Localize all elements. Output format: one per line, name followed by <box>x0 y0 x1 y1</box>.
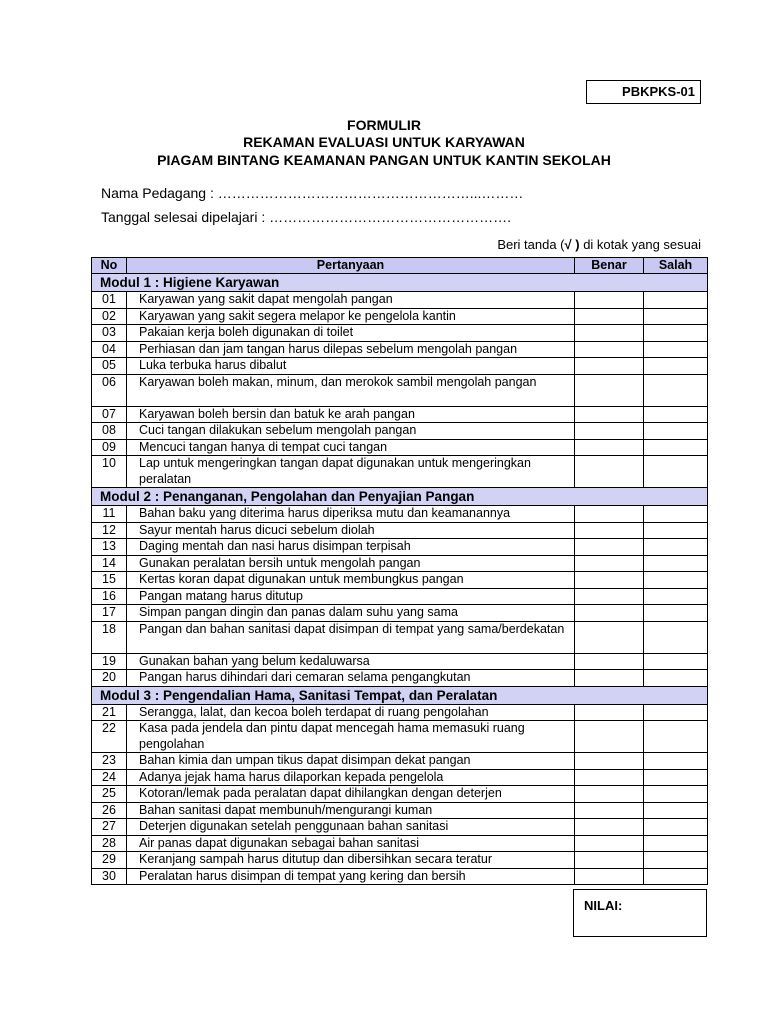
question-text: Deterjen digunakan setelah penggunaan bahan sanitasi <box>127 819 575 836</box>
answer-true-checkbox[interactable] <box>575 852 644 869</box>
question-number: 16 <box>92 588 127 605</box>
answer-false-checkbox[interactable] <box>644 439 708 456</box>
table-row <box>92 621 708 653</box>
answer-false-checkbox[interactable] <box>644 588 708 605</box>
table-row <box>92 325 708 342</box>
question-number: 13 <box>92 539 127 556</box>
instruction-text <box>497 236 701 254</box>
question-number: 22 <box>92 721 127 753</box>
question-text: Lap untuk mengeringkan tangan dapat digunakan untuk mengeringkan peralatan <box>127 456 575 488</box>
table-row <box>92 835 708 852</box>
answer-false-checkbox[interactable] <box>644 753 708 770</box>
form-subtitle-2: PIAGAM BINTANG KEAMANAN PANGAN UNTUK KANTIN SEKOLAH <box>157 152 611 168</box>
question-number: 28 <box>92 835 127 852</box>
checkmark-glyph: √ ) <box>564 237 580 252</box>
question-number: 17 <box>92 605 127 622</box>
answer-false-checkbox[interactable] <box>644 704 708 721</box>
answer-true-checkbox[interactable] <box>575 539 644 556</box>
answer-false-checkbox[interactable] <box>644 835 708 852</box>
module-header-row <box>92 686 708 704</box>
form-subtitle: REKAMAN EVALUASI UNTUK KARYAWAN <box>243 134 525 150</box>
form-title: FORMULIR <box>347 117 421 133</box>
question-text: Adanya jejak hama harus dilaporkan kepada pengelola <box>127 769 575 786</box>
table-row <box>92 358 708 375</box>
answer-true-checkbox[interactable] <box>575 835 644 852</box>
question-number: 19 <box>92 653 127 670</box>
table-row <box>92 786 708 803</box>
table-row <box>92 653 708 670</box>
table-row <box>92 555 708 572</box>
answer-true-checkbox[interactable] <box>575 341 644 358</box>
question-text: Bahan kimia dan umpan tikus dapat disimpan dekat pangan <box>127 753 575 770</box>
answer-true-checkbox[interactable] <box>575 325 644 342</box>
evaluation-table <box>91 257 708 885</box>
question-text: Pangan matang harus ditutup <box>127 588 575 605</box>
table-row <box>92 753 708 770</box>
header-true: Benar <box>575 258 644 274</box>
table-row <box>92 423 708 440</box>
question-number: 29 <box>92 852 127 869</box>
answer-false-checkbox[interactable] <box>644 374 708 406</box>
table-row <box>92 721 708 753</box>
document-code: PBKPKS-01 <box>586 80 701 104</box>
question-text: Cuci tangan dilakukan sebelum mengolah pangan <box>127 423 575 440</box>
header-false: Salah <box>644 258 708 274</box>
table-row <box>92 341 708 358</box>
question-text: Bahan sanitasi dapat membunuh/mengurangi kuman <box>127 802 575 819</box>
question-number: 08 <box>92 423 127 440</box>
question-text: Mencuci tangan hanya di tempat cuci tangan <box>127 439 575 456</box>
instruction-after: di kotak yang sesuai <box>579 237 701 252</box>
answer-true-checkbox[interactable] <box>575 588 644 605</box>
question-text: Kotoran/lemak pada peralatan dapat dihilangkan dengan deterjen <box>127 786 575 803</box>
answer-true-checkbox[interactable] <box>575 406 644 423</box>
answer-true-checkbox[interactable] <box>575 439 644 456</box>
table-row <box>92 769 708 786</box>
vendor-name-field[interactable]: Nama Pedagang : ………………………………………………...……… <box>101 185 524 201</box>
answer-true-checkbox[interactable] <box>575 572 644 589</box>
header-question: Pertanyaan <box>127 258 575 274</box>
table-row <box>92 308 708 325</box>
question-number: 18 <box>92 621 127 653</box>
question-text: Luka terbuka harus dibalut <box>127 358 575 375</box>
answer-false-checkbox[interactable] <box>644 852 708 869</box>
question-text: Karyawan yang sakit segera melapor ke pengelola kantin <box>127 308 575 325</box>
answer-true-checkbox[interactable] <box>575 653 644 670</box>
table-row <box>92 506 708 523</box>
table-row <box>92 456 708 488</box>
answer-true-checkbox[interactable] <box>575 621 644 653</box>
answer-false-checkbox[interactable] <box>644 802 708 819</box>
question-number: 07 <box>92 406 127 423</box>
answer-true-checkbox[interactable] <box>575 423 644 440</box>
score-label: NILAI: <box>584 898 623 913</box>
answer-false-checkbox[interactable] <box>644 769 708 786</box>
table-row <box>92 819 708 836</box>
answer-false-checkbox[interactable] <box>644 786 708 803</box>
answer-false-checkbox[interactable] <box>644 522 708 539</box>
question-number: 27 <box>92 819 127 836</box>
question-text: Peralatan harus disimpan di tempat yang kering dan bersih <box>127 868 575 885</box>
table-row <box>92 522 708 539</box>
question-text: Kertas koran dapat digunakan untuk membungkus pangan <box>127 572 575 589</box>
question-number: 09 <box>92 439 127 456</box>
question-text: Air panas dapat digunakan sebagai bahan sanitasi <box>127 835 575 852</box>
answer-false-checkbox[interactable] <box>644 325 708 342</box>
table-row <box>92 406 708 423</box>
answer-false-checkbox[interactable] <box>644 341 708 358</box>
table-row <box>92 670 708 687</box>
answer-false-checkbox[interactable] <box>644 456 708 488</box>
question-number: 03 <box>92 325 127 342</box>
answer-true-checkbox[interactable] <box>575 670 644 687</box>
answer-false-checkbox[interactable] <box>644 621 708 653</box>
question-text: Gunakan bahan yang belum kedaluwarsa <box>127 653 575 670</box>
question-text: Pakaian kerja boleh digunakan di toilet <box>127 325 575 342</box>
module-title: Modul 3 : Pengendalian Hama, Sanitasi Tempat, dan Peralatan <box>92 686 708 704</box>
question-number: 25 <box>92 786 127 803</box>
question-text: Pangan dan bahan sanitasi dapat disimpan di tempat yang sama/berdekatan <box>127 621 575 653</box>
answer-true-checkbox[interactable] <box>575 456 644 488</box>
answer-false-checkbox[interactable] <box>644 406 708 423</box>
module-title: Modul 2 : Penanganan, Pengolahan dan Penyajian Pangan <box>92 488 708 506</box>
module-header-row <box>92 488 708 506</box>
answer-true-checkbox[interactable] <box>575 555 644 572</box>
answer-true-checkbox[interactable] <box>575 522 644 539</box>
question-text: Karyawan boleh makan, minum, dan merokok sambil mengolah pangan <box>127 374 575 406</box>
question-text: Serangga, lalat, dan kecoa boleh terdapat di ruang pengolahan <box>127 704 575 721</box>
question-text: Kasa pada jendela dan pintu dapat mencegah hama memasuki ruang pengolahan <box>127 721 575 753</box>
answer-false-checkbox[interactable] <box>644 358 708 375</box>
question-number: 04 <box>92 341 127 358</box>
question-number: 02 <box>92 308 127 325</box>
question-number: 05 <box>92 358 127 375</box>
answer-false-checkbox[interactable] <box>644 653 708 670</box>
completion-date-field[interactable]: Tanggal selesai dipelajari : ……………………………………………. <box>101 209 511 225</box>
answer-false-checkbox[interactable] <box>644 308 708 325</box>
question-number: 23 <box>92 753 127 770</box>
answer-false-checkbox[interactable] <box>644 721 708 753</box>
header-no: No <box>92 258 127 274</box>
question-number: 12 <box>92 522 127 539</box>
table-row <box>92 704 708 721</box>
score-box[interactable] <box>573 889 707 937</box>
answer-true-checkbox[interactable] <box>575 868 644 885</box>
question-text: Perhiasan dan jam tangan harus dilepas sebelum mengolah pangan <box>127 341 575 358</box>
answer-true-checkbox[interactable] <box>575 786 644 803</box>
answer-true-checkbox[interactable] <box>575 374 644 406</box>
answer-true-checkbox[interactable] <box>575 753 644 770</box>
table-row <box>92 588 708 605</box>
table-row <box>92 374 708 406</box>
question-text: Karyawan yang sakit dapat mengolah pangan <box>127 292 575 309</box>
table-header-row <box>92 258 708 274</box>
question-text: Keranjang sampah harus ditutup dan dibersihkan secara teratur <box>127 852 575 869</box>
question-number: 30 <box>92 868 127 885</box>
table-row <box>92 539 708 556</box>
answer-false-checkbox[interactable] <box>644 819 708 836</box>
table-row <box>92 292 708 309</box>
question-number: 01 <box>92 292 127 309</box>
question-number: 14 <box>92 555 127 572</box>
answer-false-checkbox[interactable] <box>644 555 708 572</box>
question-text: Pangan harus dihindari dari cemaran selama pengangkutan <box>127 670 575 687</box>
question-number: 24 <box>92 769 127 786</box>
question-text: Gunakan peralatan bersih untuk mengolah pangan <box>127 555 575 572</box>
answer-false-checkbox[interactable] <box>644 292 708 309</box>
table-row <box>92 802 708 819</box>
answer-true-checkbox[interactable] <box>575 292 644 309</box>
answer-true-checkbox[interactable] <box>575 704 644 721</box>
answer-true-checkbox[interactable] <box>575 308 644 325</box>
answer-true-checkbox[interactable] <box>575 802 644 819</box>
answer-false-checkbox[interactable] <box>644 506 708 523</box>
question-number: 21 <box>92 704 127 721</box>
answer-true-checkbox[interactable] <box>575 506 644 523</box>
instruction-before: Beri tanda ( <box>497 237 565 252</box>
question-number: 11 <box>92 506 127 523</box>
question-text: Bahan baku yang diterima harus diperiksa mutu dan keamanannya <box>127 506 575 523</box>
question-text: Daging mentah dan nasi harus disimpan terpisah <box>127 539 575 556</box>
question-text: Sayur mentah harus dicuci sebelum diolah <box>127 522 575 539</box>
answer-false-checkbox[interactable] <box>644 670 708 687</box>
answer-true-checkbox[interactable] <box>575 605 644 622</box>
answer-false-checkbox[interactable] <box>644 423 708 440</box>
table-body <box>92 274 708 885</box>
answer-true-checkbox[interactable] <box>575 819 644 836</box>
answer-true-checkbox[interactable] <box>575 358 644 375</box>
question-text: Simpan pangan dingin dan panas dalam suhu yang sama <box>127 605 575 622</box>
module-header-row <box>92 274 708 292</box>
answer-false-checkbox[interactable] <box>644 605 708 622</box>
question-number: 20 <box>92 670 127 687</box>
table-row <box>92 852 708 869</box>
table-row <box>92 605 708 622</box>
question-text: Karyawan boleh bersin dan batuk ke arah pangan <box>127 406 575 423</box>
answer-false-checkbox[interactable] <box>644 539 708 556</box>
module-title: Modul 1 : Higiene Karyawan <box>92 274 708 292</box>
table-row <box>92 572 708 589</box>
answer-true-checkbox[interactable] <box>575 769 644 786</box>
question-number: 06 <box>92 374 127 406</box>
question-number: 15 <box>92 572 127 589</box>
table-row <box>92 439 708 456</box>
question-number: 10 <box>92 456 127 488</box>
answer-false-checkbox[interactable] <box>644 572 708 589</box>
answer-false-checkbox[interactable] <box>644 868 708 885</box>
table-row <box>92 868 708 885</box>
answer-true-checkbox[interactable] <box>575 721 644 753</box>
question-number: 26 <box>92 802 127 819</box>
